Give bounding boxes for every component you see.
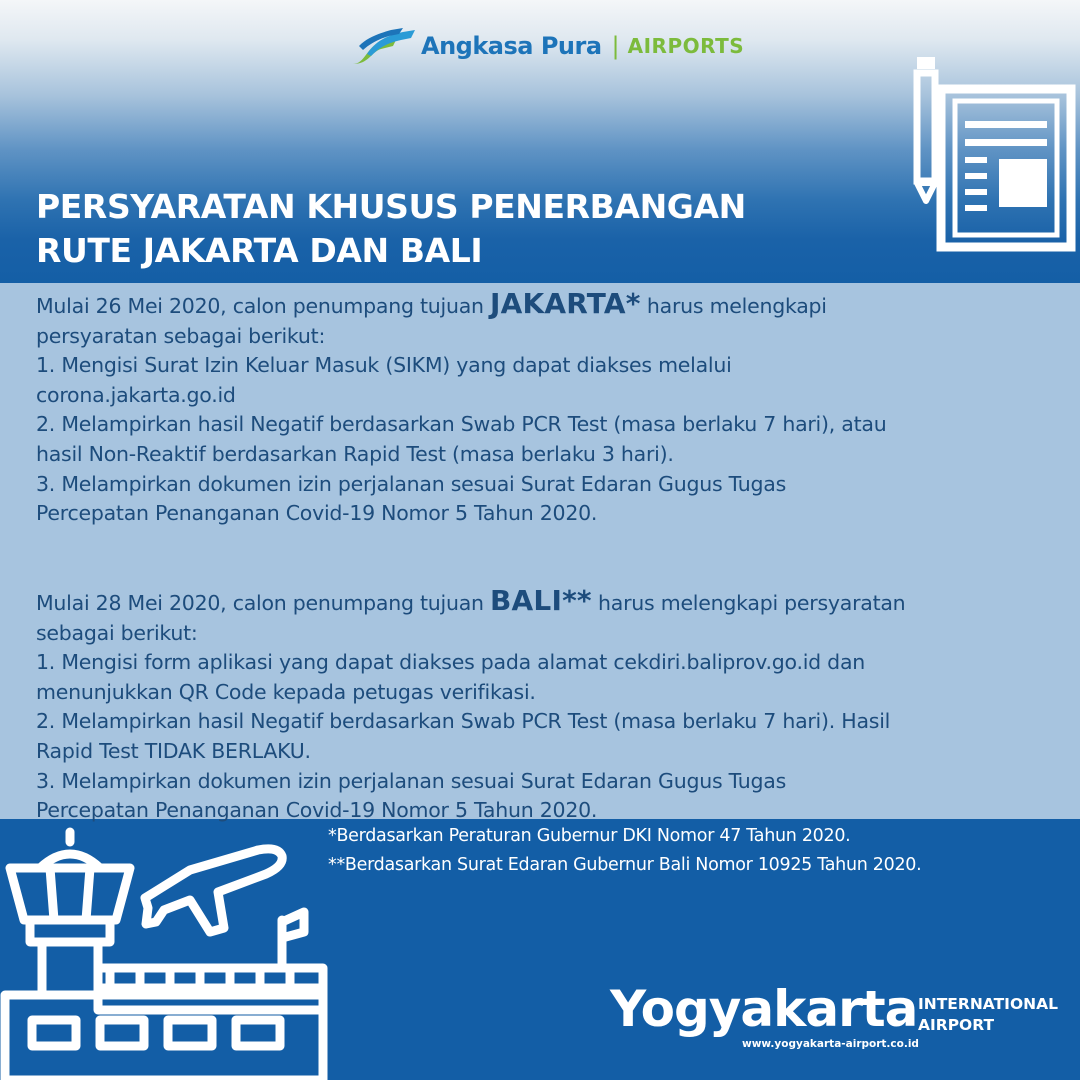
jakarta-line: hasil Non-Reaktif berdasarkan Rapid Test (masa berlaku 3 hari). <box>36 441 674 466</box>
airport-line-2: AIRPORT <box>918 1016 995 1034</box>
bali-line: 1. Mengisi form aplikasi yang dapat diakses pada alamat cekdiri.baliprov.go.id dan <box>36 650 865 675</box>
airport-url: www.yogyakarta-airport.co.id <box>742 1038 919 1050</box>
jakarta-line: Percepatan Penanganan Covid-19 Nomor 5 Tahun 2020. <box>36 501 598 526</box>
footnote-2: **Berdasarkan Surat Edaran Gubernur Bali Nomor 10925 Tahun 2020. <box>328 855 922 875</box>
jakarta-line: 3. Melampirkan dokumen izin perjalanan sesuai Surat Edaran Gugus Tugas <box>36 471 787 496</box>
brand-sub: AIRPORTS <box>627 34 745 58</box>
airport-line-1: INTERNATIONAL <box>918 995 1058 1013</box>
footnotes <box>328 822 921 880</box>
bali-line: 2. Melampirkan hasil Negatif berdasarkan Swab PCR Test (masa berlaku 7 hari). Hasil <box>36 709 891 734</box>
title-line-2: RUTE JAKARTA DAN BALI <box>36 231 483 270</box>
jakarta-intro-post: harus melengkapi <box>640 294 827 318</box>
jakarta-intro <box>36 289 1066 322</box>
control-tower-icon <box>0 820 330 1080</box>
document-pencil-icon <box>905 55 1080 255</box>
jakarta-intro-line2: persyaratan sebagai berikut: <box>36 323 326 348</box>
airport-subtitle <box>918 994 1058 1036</box>
page-title <box>36 185 836 273</box>
bali-line: Rapid Test TIDAK BERLAKU. <box>36 738 311 763</box>
bali-destination: BALI** <box>490 584 592 617</box>
jakarta-line: corona.jakarta.go.id <box>36 382 236 407</box>
bali-intro-post: harus melengkapi persyaratan <box>591 591 906 615</box>
airport-name: Yogyakarta <box>610 980 918 1038</box>
angkasa-pura-logo <box>345 24 744 68</box>
airplane-icon <box>145 849 282 932</box>
bali-line: Percepatan Penanganan Covid-19 Nomor 5 Tahun 2020. <box>36 798 598 823</box>
angkasa-pura-logo-icon <box>345 24 417 68</box>
brand-name: Angkasa Pura <box>421 32 602 60</box>
bali-intro <box>36 586 1066 619</box>
title-line-1: PERSYARATAN KHUSUS PENERBANGAN <box>36 187 746 226</box>
jakarta-line: 1. Mengisi Surat Izin Keluar Masuk (SIKM) yang dapat diakses melalui <box>36 353 732 378</box>
brand-separator: | <box>611 32 620 60</box>
jakarta-destination: JAKARTA* <box>490 287 641 320</box>
bali-intro-line2: sebagai berikut: <box>36 620 198 645</box>
jakarta-requirements <box>36 289 1066 529</box>
yogyakarta-airport-logo <box>610 978 1070 1068</box>
jakarta-line: 2. Melampirkan hasil Negatif berdasarkan Swab PCR Test (masa berlaku 7 hari), atau <box>36 412 887 437</box>
bali-requirements <box>36 586 1066 826</box>
jakarta-intro-pre: Mulai 26 Mei 2020, calon penumpang tujuan <box>36 294 491 318</box>
bali-intro-pre: Mulai 28 Mei 2020, calon penumpang tujuan <box>36 591 491 615</box>
bali-line: menunjukkan QR Code kepada petugas verifikasi. <box>36 679 536 704</box>
bali-line: 3. Melampirkan dokumen izin perjalanan sesuai Surat Edaran Gugus Tugas <box>36 768 787 793</box>
footnote-1: *Berdasarkan Peraturan Gubernur DKI Nomor 47 Tahun 2020. <box>328 826 851 846</box>
